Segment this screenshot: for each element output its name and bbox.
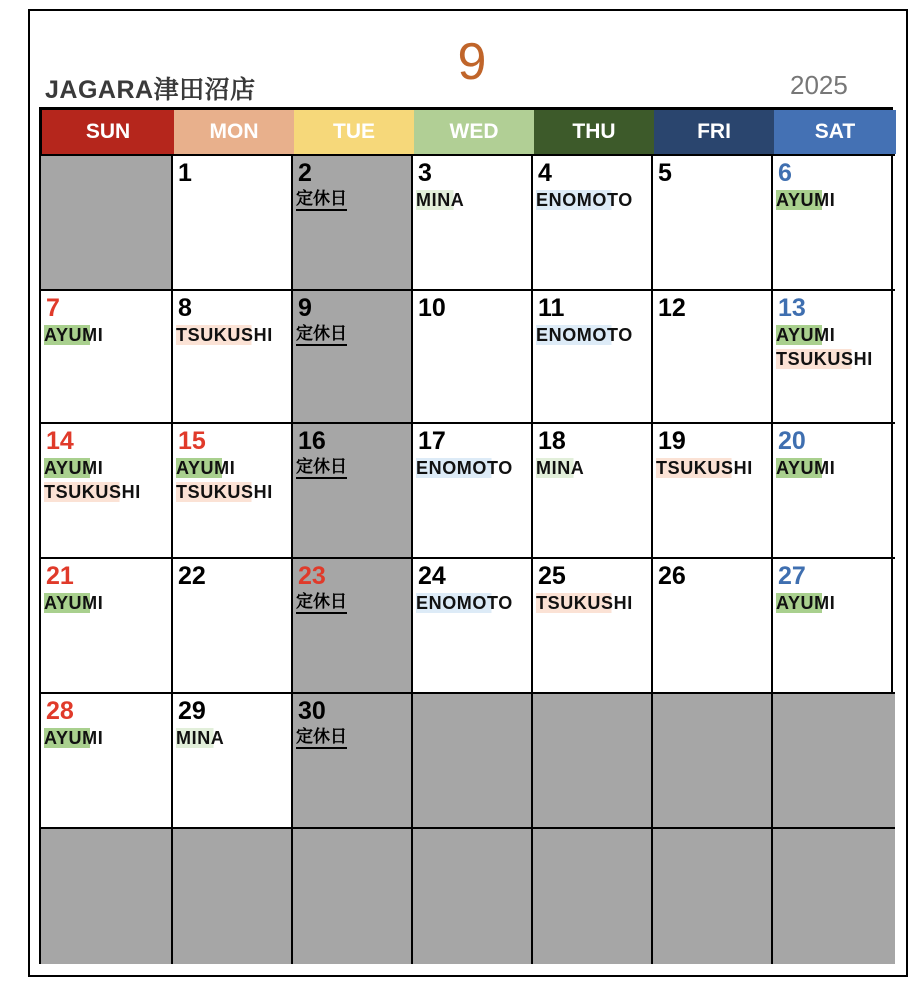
day-number: 16 <box>298 427 326 455</box>
day-number: 1 <box>178 159 192 187</box>
weekday-header <box>39 107 893 154</box>
day-cell-29 <box>173 692 293 827</box>
weekday-fri: FRI <box>654 110 774 154</box>
day-cell-19 <box>653 422 773 557</box>
day-cell-1 <box>173 154 293 289</box>
day-cell-6 <box>773 154 895 289</box>
day-cell-18 <box>533 422 653 557</box>
day-number: 22 <box>178 562 206 590</box>
year-label: 2025 <box>790 70 848 100</box>
day-number: 23 <box>298 562 326 590</box>
day-number: 21 <box>46 562 74 590</box>
closed-day-label: 定休日 <box>296 727 347 749</box>
day-number: 27 <box>778 562 806 590</box>
calendar-grid <box>39 154 893 964</box>
day-number: 30 <box>298 697 326 725</box>
empty-cell <box>413 827 533 964</box>
weekday-wed: WED <box>414 110 534 154</box>
day-number: 3 <box>418 159 432 187</box>
day-number: 13 <box>778 294 806 322</box>
weekday-tue: TUE <box>294 110 414 154</box>
empty-cell <box>533 827 653 964</box>
weekday-sun: SUN <box>42 110 174 154</box>
day-cell-28 <box>41 692 173 827</box>
day-number: 17 <box>418 427 446 455</box>
day-cell-17 <box>413 422 533 557</box>
empty-cell <box>653 827 773 964</box>
day-number: 9 <box>298 294 312 322</box>
day-number: 4 <box>538 159 552 187</box>
staff-name: ENOMOTO <box>416 593 513 613</box>
day-number: 25 <box>538 562 566 590</box>
day-cell-24 <box>413 557 533 692</box>
day-cell-10 <box>413 289 533 422</box>
staff-name: TSUKUSHI <box>536 593 633 613</box>
weekday-thu: THU <box>534 110 654 154</box>
staff-name: MINA <box>176 728 225 748</box>
staff-name: AYUMI <box>44 458 104 478</box>
day-cell-16 <box>293 422 413 557</box>
staff-name: AYUMI <box>776 593 836 613</box>
staff-name: ENOMOTO <box>536 325 633 345</box>
day-cell-11 <box>533 289 653 422</box>
staff-name: AYUMI <box>776 458 836 478</box>
day-number: 6 <box>778 159 792 187</box>
day-number: 5 <box>658 159 672 187</box>
weekday-sat: SAT <box>774 110 896 154</box>
day-cell-30 <box>293 692 413 827</box>
day-cell-12 <box>653 289 773 422</box>
staff-name: TSUKUSHI <box>44 482 141 502</box>
staff-name: MINA <box>536 458 585 478</box>
calendar <box>39 107 893 964</box>
staff-name: AYUMI <box>44 593 104 613</box>
empty-cell <box>41 154 173 289</box>
empty-cell <box>773 827 895 964</box>
closed-day-label: 定休日 <box>296 189 347 211</box>
closed-day-label: 定休日 <box>296 592 347 614</box>
day-cell-20 <box>773 422 895 557</box>
staff-name: AYUMI <box>44 728 104 748</box>
staff-name: AYUMI <box>776 325 836 345</box>
staff-name: MINA <box>416 190 465 210</box>
day-cell-26 <box>653 557 773 692</box>
empty-cell <box>533 692 653 827</box>
staff-name: AYUMI <box>776 190 836 210</box>
day-cell-9 <box>293 289 413 422</box>
day-number: 20 <box>778 427 806 455</box>
day-cell-25 <box>533 557 653 692</box>
day-cell-13 <box>773 289 895 422</box>
day-number: 15 <box>178 427 206 455</box>
day-number: 8 <box>178 294 192 322</box>
day-cell-21 <box>41 557 173 692</box>
day-cell-4 <box>533 154 653 289</box>
day-number: 11 <box>538 294 565 322</box>
empty-cell <box>773 692 895 827</box>
staff-name: TSUKUSHI <box>176 325 273 345</box>
staff-name: TSUKUSHI <box>176 482 273 502</box>
staff-name: TSUKUSHI <box>776 349 873 369</box>
day-cell-5 <box>653 154 773 289</box>
staff-name: ENOMOTO <box>536 190 633 210</box>
empty-cell <box>41 827 173 964</box>
day-cell-15 <box>173 422 293 557</box>
staff-name: AYUMI <box>176 458 236 478</box>
closed-day-label: 定休日 <box>296 457 347 479</box>
month-number: 9 <box>457 33 487 91</box>
day-number: 12 <box>658 294 686 322</box>
staff-name: ENOMOTO <box>416 458 513 478</box>
day-cell-14 <box>41 422 173 557</box>
empty-cell <box>173 827 293 964</box>
day-number: 18 <box>538 427 566 455</box>
day-cell-8 <box>173 289 293 422</box>
staff-name: TSUKUSHI <box>656 458 753 478</box>
day-number: 29 <box>178 697 206 725</box>
day-number: 14 <box>46 427 74 455</box>
day-number: 2 <box>298 159 312 187</box>
empty-cell <box>413 692 533 827</box>
day-cell-27 <box>773 557 895 692</box>
empty-cell <box>653 692 773 827</box>
day-cell-2 <box>293 154 413 289</box>
day-cell-23 <box>293 557 413 692</box>
weekday-mon: MON <box>174 110 294 154</box>
day-number: 10 <box>418 294 446 322</box>
day-number: 7 <box>46 294 60 322</box>
day-cell-7 <box>41 289 173 422</box>
store-name: JAGARA津田沼店 <box>45 76 256 104</box>
empty-cell <box>293 827 413 964</box>
day-cell-3 <box>413 154 533 289</box>
day-number: 26 <box>658 562 686 590</box>
day-number: 24 <box>418 562 446 590</box>
day-number: 19 <box>658 427 686 455</box>
closed-day-label: 定休日 <box>296 324 347 346</box>
day-number: 28 <box>46 697 74 725</box>
day-cell-22 <box>173 557 293 692</box>
staff-name: AYUMI <box>44 325 104 345</box>
